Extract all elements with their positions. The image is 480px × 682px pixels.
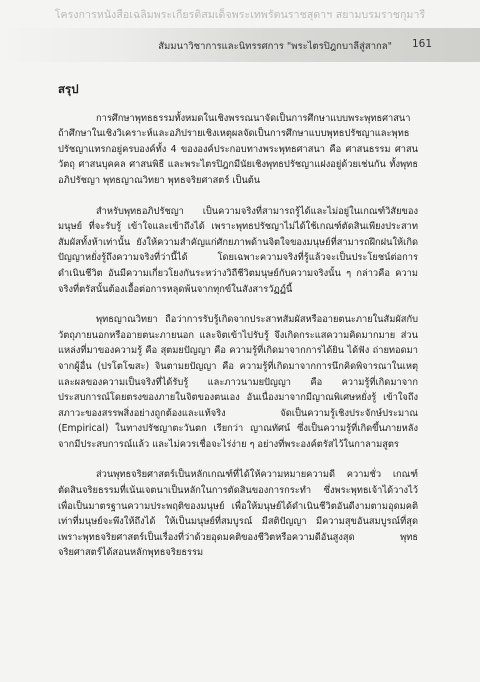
book-series-watermark: โครงการหนังสือเฉลิมพระเกียรติสมเด็จพระเทพรัตนราชสุดาฯ สยามบรมราชกุมารี [54,9,426,21]
page-number: 161 [411,38,432,50]
paragraph-metaphysics: สำหรับพุทธอภิปรัชญา เป็นความจริงที่สามารถรู้ได้และไม่อยู่ในเกณฑ์วิสัยของมนุษย์ ที่จะรับรู้ เข้าใจและเข้าถึงได้ เพราะพุทธปรัชญาไม่ได้ใช้เกณฑ์ตัดสินเพียงประสาทสัมผัสทั้งห้าเท่านั้น ยังให้ความสำคัญแก่ศักยภาพด้านจิตใจของมนุษย์ที่สามารถฝึกฝนให้เกิดปัญญาหยั่งรู้ถึงความจริงที่ว่านี้ได้ โดยเฉพาะความจริงที่รู้แล้วจะเป็นประโยชน์ต่อการดำเนินชีวิต อันมีความเกี่ยวโยงกันระหว่างวิถีชีวิตมนุษย์กับความจริงนั้น ๆ กล่าวคือ ความจริงที่ตรัสนั้นต้องเอื้อต่อการหลุดพ้นจากทุกข์ในสังสารวัฏฏ์นี้ [58,205,418,295]
running-head: สัมมนาวิชาการและนิทรรศการ "พระไตรปิฎกบาลีสู่สากล" [158,41,392,52]
paragraph-ethics: ส่วนพุทธจริยศาสตร์เป็นหลักเกณฑ์ที่ได้ให้ความหมายความดี ความชั่ว เกณฑ์ตัดสินจริยธรรมที่เน้นเจตนาเป็นหลักในการตัดสินของการกระทำ ซึ่งพระพุทธเจ้าได้วางไว้เพื่อเป็นมาตรฐานความประพฤติของมนุษย์ เพื่อให้มนุษย์ได้ดำเนินชีวิตอันดีงามตามอุดมคติเท่าที่มนุษย์จะพึงให้ถึงได้ ให้เป็นมนุษย์ที่สมบูรณ์ มีสติปัญญา มีความสุขอันสมบูรณ์ที่สุด เพราะพุทธจริยศาสตร์เป็นเรื่องที่ว่าด้วยอุดมคติของชีวิตหรือความดีอันสูงสุด พุทธจริยศาสตร์ได้สอนหลักพุทธจริยธรรม [58,469,418,559]
section-heading: สรุป [58,82,79,96]
paragraph-intro: การศึกษาพุทธธรรมทั้งหมดในเชิงพรรณนาจัดเป็นการศึกษาแบบพระพุทธศาสนา ถ้าศึกษาในเชิงวิเคราะห์และอภิปรายเชิงเหตุผลจัดเป็นการศึกษาแบบพุทธปรัชญาและพุทธปรัชญาแทรกอยู่ครบองค์ทั้ง 4 ขององค์ประกอบทางพระพุทธศาสนา คือ ศาสนธรรม ศาสนวัตถุ ศาสนบุคคล ศาสนพิธี และพระไตรปิฎกมีนัยเชิงพุทธปรัชญาแฝงอยู่ด้วยเช่นกัน ทั้งพุทธอภิปรัชญา พุทธญาณวิทยา พุทธจริยศาสตร์ เป็นต้น [58,112,418,186]
page-body [58,82,418,576]
paragraph-epistemology: พุทธญาณวิทยา ถือว่าการรับรู้เกิดจากประสาทสัมผัสหรืออายตนะภายในสัมผัสกับวัตถุภายนอกหรืออายตนะภายนอก และจิตเข้าไปรับรู้ จึงเกิดกระแสความคิดมากมาย ส่วนแหล่งที่มาของความรู้ คือ สุตมยปัญญา คือ ความรู้ที่เกิดมาจากการได้ยิน ได้ฟัง ถ่ายทอดมาจากผู้อื่น (ปรโตโฆสะ) จินตามยปัญญา คือ ความรู้ที่เกิดมาจากการนึกคิดพิจารณาในเหตุและผลของความเป็นจริงที่ได้รับรู้ และภาวนามยปัญญา คือ ความรู้ที่เกิดมาจากประสบการณ์โดยตรงของภายในจิตของตนเอง อันเนื่องมาจากมีญาณพิเศษหยั่งรู้ เข้าใจถึงสภาวะของสรรพสิ่งอย่างถูกต้องและแท้จริง จัดเป็นความรู้เชิงประจักษ์ประมาณ (Empirical) ในทางปรัชญาตะวันตก เรียกว่า ญาณทัศน์ ซึ่งเป็นความรู้ที่เกิดขึ้นภายหลังจากมีประสบการณ์แล้ว และไม่ควรเชื่อจะไร่ง่าย ๆ อย่างที่พระองค์ตรัสไว้ในกาลามสูตร [58,314,418,450]
